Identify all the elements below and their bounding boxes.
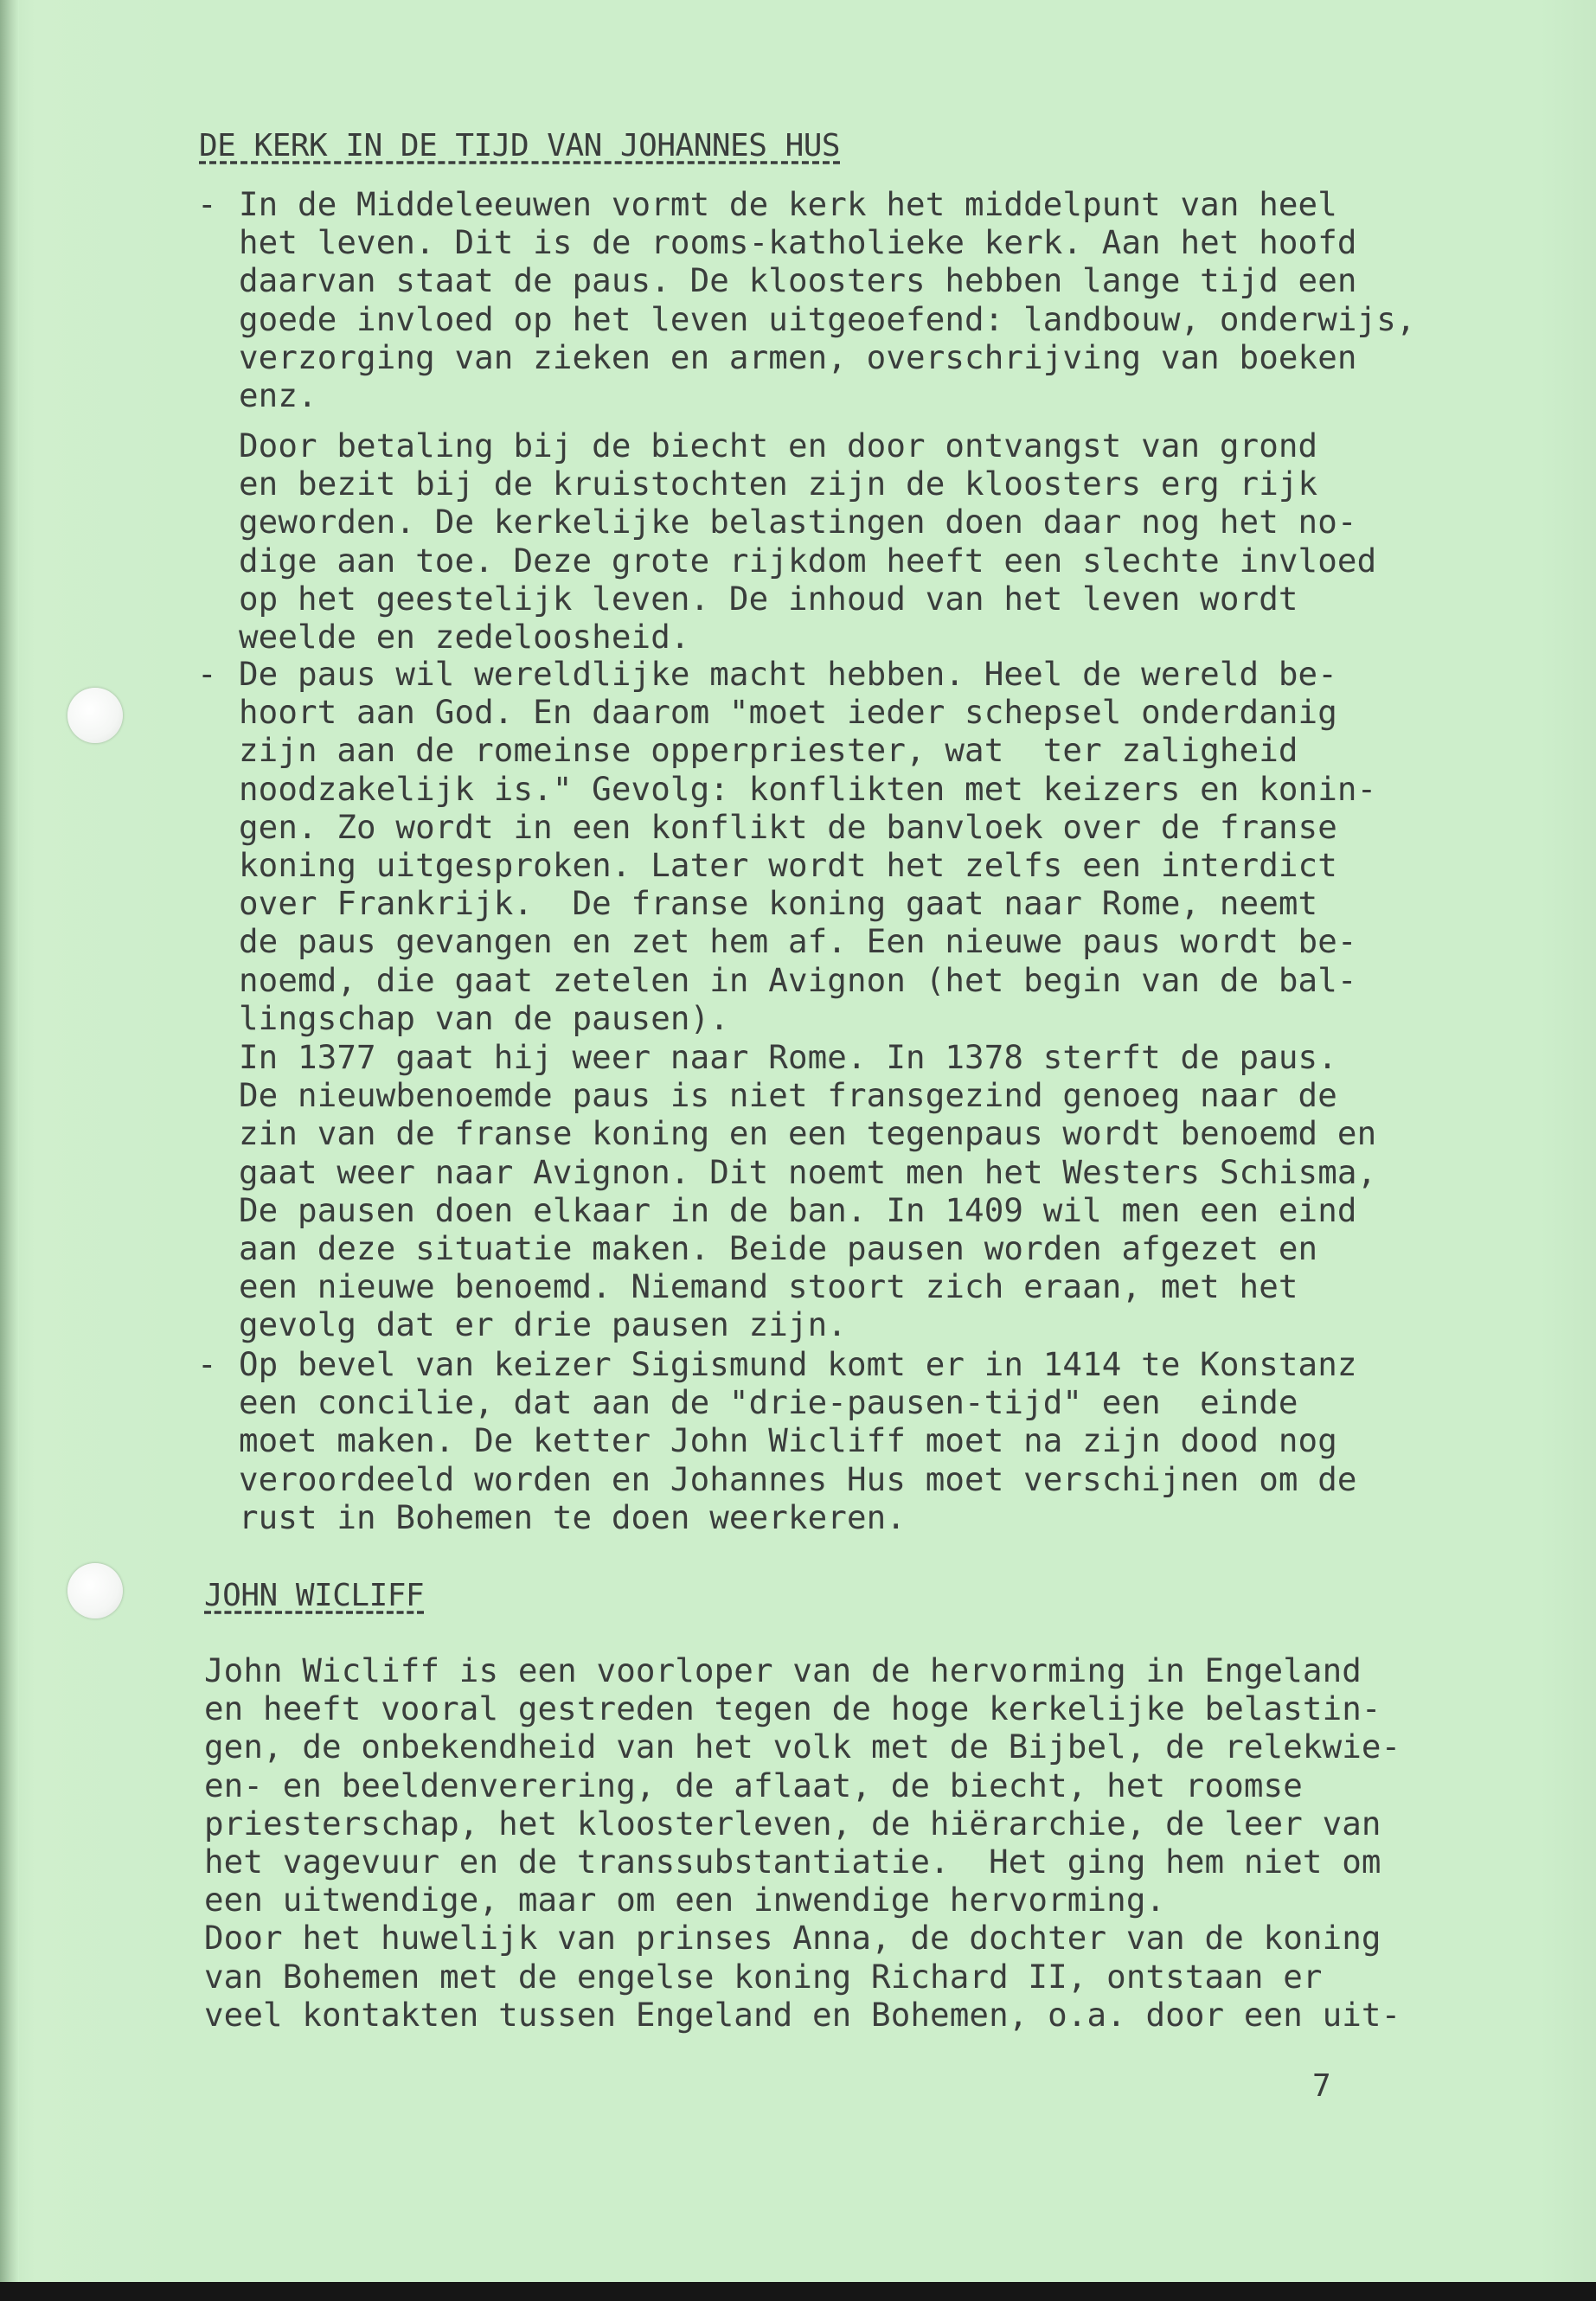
paragraph-betaling: Door betaling bij de biecht en door ontvangst van grond en bezit bij de kruistochten zijn de kloosters erg rijk geworden. De kerkelijke belastingen doen daar nog het no- dige aan toe. Deze grote rijkdom heeft een slechte invloed op het geestelijk leven. De inhoud van het leven wordt weelde en zedeloosheid. bbox=[239, 426, 1377, 657]
punch-hole bbox=[67, 688, 123, 743]
bullet-dash: - bbox=[197, 655, 217, 693]
paragraph-paus-macht: De paus wil wereldlijke macht hebben. Heel de wereld be- hoort aan God. En daarom "moet ieder schepsel onderdanig zijn aan de romeinse opperpriester, wat ter zaligheid noodzakelijk is." Gevolg: konflikten met keizers en konin- gen. Zo wordt in een konflikt de banvloek over de franse koning uitgesproken. Later wordt het zelfs een interdict over Frankrijk. De franse koning gaat naar Rome, neemt de paus gevangen en zet hem af. Een nieuwe paus wordt be- noemd, die gaat zetelen in Avignon (het begin van de bal- lingschap van de pausen). bbox=[239, 655, 1377, 1037]
bullet-dash: - bbox=[197, 1345, 217, 1383]
bullet-dash: - bbox=[197, 185, 217, 223]
paragraph-wicliff: John Wicliff is een voorloper van de hervorming in Engeland en heeft vooral gestreden tegen de hoge kerkelijke belastin- gen, de onbekendheid van het volk met de Bijbel, de relekwie- en- en beeldenverering, de aflaat, de biecht, het roomse priesterschap, het kloosterleven, de hiërarchie, de leer van het vagevuur en de transsubstantiatie. Het ging hem niet om een uitwendige, maar om een inwendige hervorming. Door het huwelijk van prinses Anna, de dochter van de koning van Bohemen met de engelse koning Richard II, ontstaan er veel kontakten tussen Engeland en Bohemen, o.a. door een uit- bbox=[204, 1651, 1401, 2034]
section-heading-kerk: DE KERK IN DE TIJD VAN JOHANNES HUS bbox=[199, 128, 841, 163]
page-number: 7 bbox=[1312, 2068, 1331, 2104]
punch-hole bbox=[67, 1563, 123, 1618]
paragraph-concilie: Op bevel van keizer Sigismund komt er in 1414 te Konstanz een concilie, dat aan de "drie-pausen-tijd" een einde moet maken. De ketter John Wicliff moet na zijn dood nog veroordeeld worden en Johannes Hus moet verschijnen om de rust in Bohemen te doen weerkeren. bbox=[239, 1345, 1357, 1536]
paragraph-westers-schisma: In 1377 gaat hij weer naar Rome. In 1378 sterft de paus. De nieuwbenoemde paus is niet fransgezind genoeg naar de zin van de franse koning en een tegenpaus wordt benoemd en gaat weer naar Avignon. Dit noemt men het Westers Schisma, De pausen doen elkaar in de ban. In 1409 wil men een eind aan deze situatie maken. Beide pausen worden afgezet en een nieuwe benoemd. Niemand stoort zich eraan, met het gevolg dat er drie pausen zijn. bbox=[239, 1038, 1377, 1344]
paper-edge bbox=[0, 0, 19, 2301]
paragraph-middeleeuwen: In de Middeleeuwen vormt de kerk het middelpunt van heel het leven. Dit is de rooms-katholieke kerk. Aan het hoofd daarvan staat de paus. De kloosters hebben lange tijd een goede invloed op het leven uitgeoefend: landbouw, onderwijs, verzorging van zieken en armen, overschrijving van boeken enz. bbox=[239, 185, 1416, 415]
scan-border bbox=[0, 2282, 1596, 2301]
section-heading-wicliff: JOHN WICLIFF bbox=[204, 1578, 425, 1613]
